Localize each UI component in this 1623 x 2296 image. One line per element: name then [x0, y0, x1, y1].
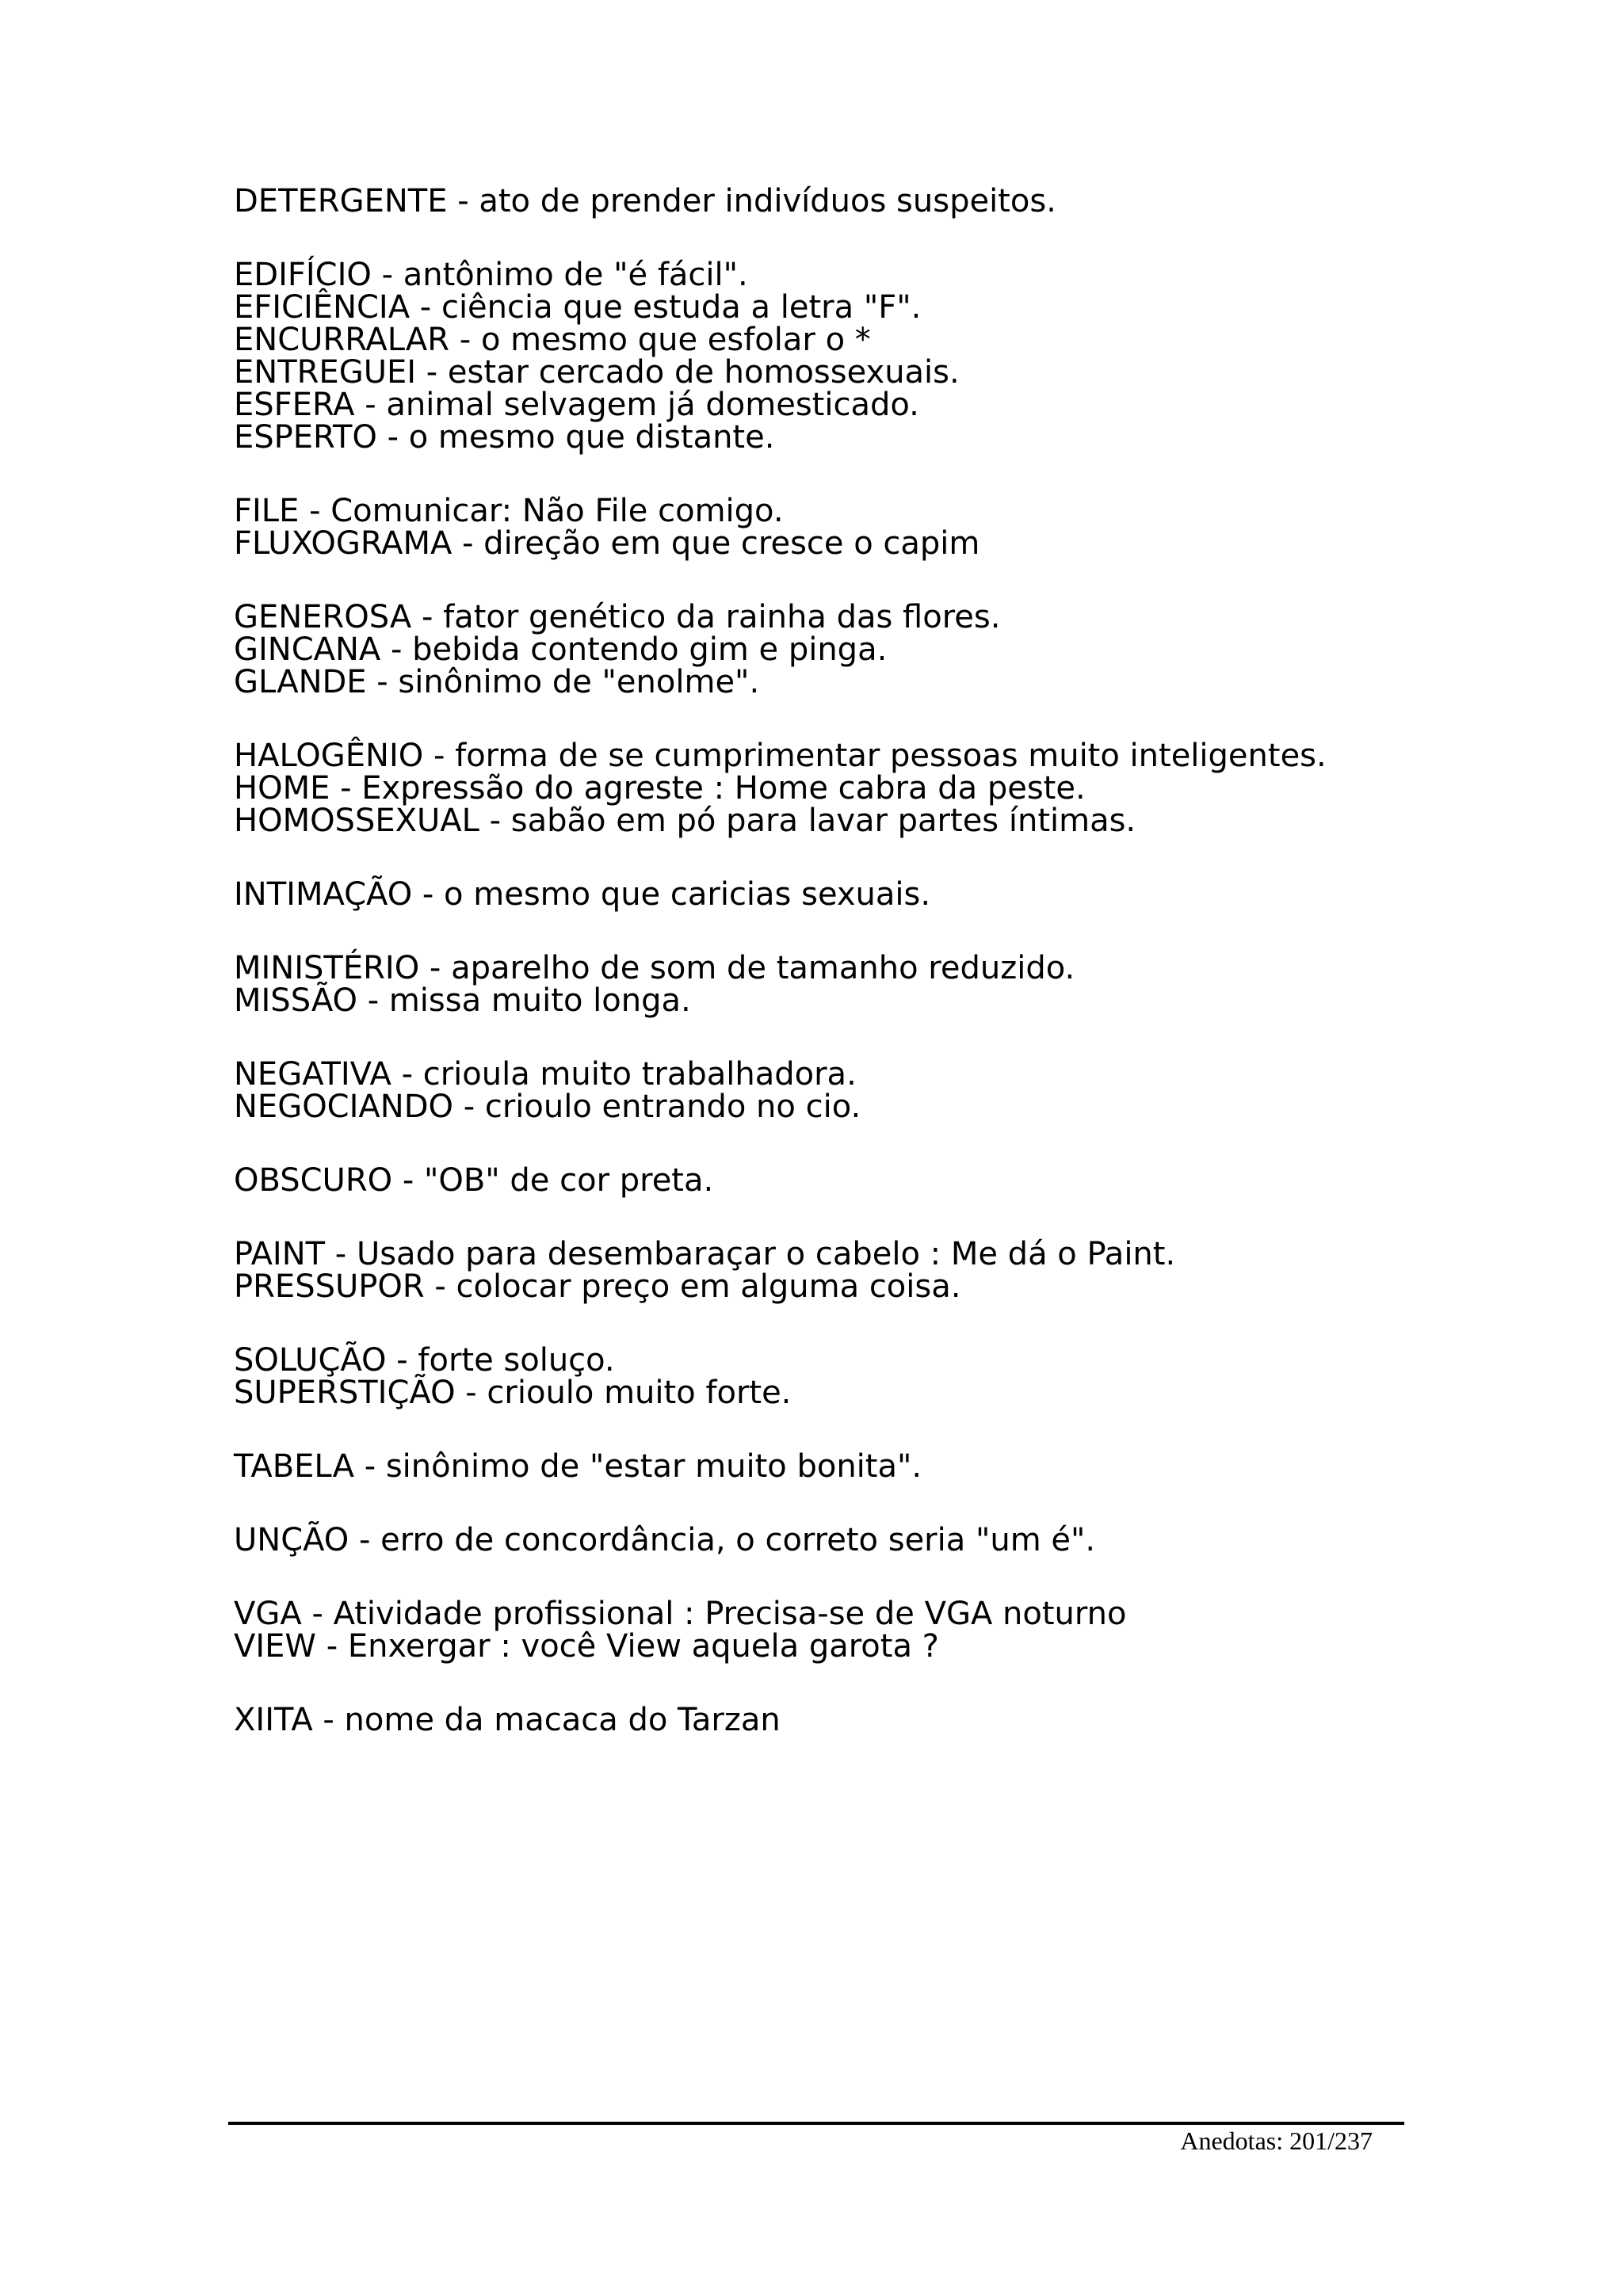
footer-divider: [228, 2122, 1404, 2125]
glossary-entry: SOLUÇÃO - forte soluço.: [234, 1342, 615, 1379]
glossary-entry: ESFERA - animal selvagem já domesticado.: [234, 387, 919, 423]
glossary-entry: XIITA - nome da macaca do Tarzan: [234, 1702, 781, 1738]
glossary-entry: ENCURRALAR - o mesmo que esfolar o *: [234, 322, 871, 358]
entry-group-t: [234, 1448, 1407, 1485]
entry-group-m: [234, 952, 1407, 1017]
glossary-entry: NEGATIVA - crioula muito trabalhadora.: [234, 1056, 857, 1093]
glossary-entry: VGA - Atividade profissional : Precisa-se de VGA noturno: [234, 1596, 1127, 1632]
glossary-entry: PAINT - Usado para desembaraçar o cabelo : Me dá o Paint.: [234, 1236, 1176, 1272]
entry-group-h: [234, 740, 1407, 837]
entry-group-o: [234, 1162, 1407, 1199]
page-footer-label: Anedotas: 201/237: [1180, 2126, 1373, 2155]
glossary-entry: HOMOSSEXUAL - sabão em pó para lavar partes íntimas.: [234, 803, 1136, 839]
glossary-entry: OBSCURO - "OB" de cor preta.: [234, 1162, 714, 1199]
entry-group-e: [234, 259, 1407, 454]
entry-group-p: [234, 1238, 1407, 1303]
glossary-entry: INTIMAÇÃO - o mesmo que caricias sexuais.: [234, 876, 931, 913]
glossary-entry: HOME - Expressão do agreste : Home cabra da peste.: [234, 770, 1086, 807]
glossary-entry: FLUXOGRAMA - direção em que cresce o capim: [234, 525, 980, 562]
glossary-entry: DETERGENTE - ato de prender indivíduos suspeitos.: [234, 183, 1056, 219]
glossary-entry: GINCANA - bebida contendo gim e pinga.: [234, 631, 888, 668]
entry-group-f: [234, 495, 1407, 560]
entry-group-u: [234, 1524, 1407, 1557]
glossary-entry: ENTREGUEI - estar cercado de homossexuais.: [234, 354, 960, 391]
glossary-entry: EDIFÍCIO - antônimo de "é fácil".: [234, 257, 748, 293]
entry-group-x: [234, 1704, 1407, 1737]
glossary-entry: ESPERTO - o mesmo que distante.: [234, 419, 775, 456]
entry-group-s: [234, 1344, 1407, 1409]
entry-group-i: [234, 876, 1407, 913]
glossary-entry: MINISTÉRIO - aparelho de som de tamanho reduzido.: [234, 950, 1075, 986]
glossary-entry: EFICIÊNCIA - ciência que estuda a letra "F".: [234, 289, 922, 326]
entry-group-d: [234, 185, 1407, 218]
glossary-entry: UNÇÃO - erro de concordância, o correto seria "um é".: [234, 1522, 1096, 1558]
glossary-entry: SUPERSTIÇÃO - crioulo muito forte.: [234, 1375, 792, 1411]
glossary-entry: VIEW - Enxergar : você View aquela garota ?: [234, 1628, 939, 1665]
entry-group-n: [234, 1058, 1407, 1123]
glossary-entry: HALOGÊNIO - forma de se cumprimentar pessoas muito inteligentes.: [234, 738, 1327, 774]
glossary-entry: FILE - Comunicar: Não File comigo.: [234, 493, 784, 529]
glossary-entry: GENEROSA - fator genético da rainha das flores.: [234, 599, 1001, 635]
glossary-entry: MISSÃO - missa muito longa.: [234, 982, 691, 1019]
glossary-entry: GLANDE - sinônimo de "enolme".: [234, 664, 760, 700]
entry-group-v: [234, 1598, 1407, 1663]
entry-group-g: [234, 601, 1407, 699]
glossary-entry: TABELA - sinônimo de "estar muito bonita".: [234, 1448, 922, 1485]
glossary-entry: NEGOCIANDO - crioulo entrando no cio.: [234, 1089, 861, 1125]
glossary-content: [234, 185, 1407, 1778]
glossary-entry: PRESSUPOR - colocar preço em alguma coisa.: [234, 1268, 961, 1305]
